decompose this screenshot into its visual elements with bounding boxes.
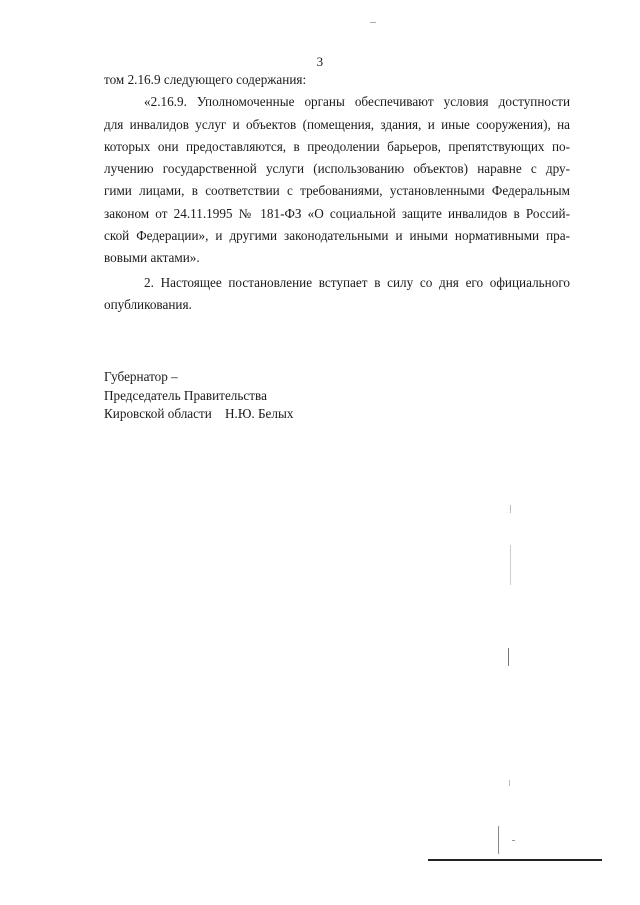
signature-position: Председатель Правительства	[104, 387, 267, 403]
text-line: опубликования.	[104, 296, 192, 312]
signature-block	[104, 368, 293, 424]
text-line: «2.16.9. Уполномоченные органы обеспечивают условия доступности	[144, 94, 570, 110]
text-line: законом от 24.11.1995 № 181-ФЗ «О социальной защите инвалидов в Россий-	[104, 205, 570, 221]
text-line: для инвалидов услуг и объектов (помещения, здания, и иные сооружения), на	[104, 116, 570, 132]
signature-title: Губернатор –	[104, 369, 178, 384]
scan-artifact	[509, 780, 510, 786]
text-line: том 2.16.9 следующего содержания:	[104, 72, 307, 87]
text-line: ской Федерации», и другими законодательными и иными нормативными пра-	[104, 228, 570, 244]
scan-artifact	[510, 545, 511, 585]
text-line: вовыми актами».	[104, 250, 200, 266]
scan-artifact	[512, 840, 515, 841]
signature-region-name: Кировской области Н.Ю. Белых	[104, 406, 294, 421]
text-line: которых они предоставляются, в преодолении барьеров, препятствующих по-	[104, 138, 570, 154]
scan-artifact	[510, 505, 511, 513]
scan-edge-line	[428, 859, 602, 861]
scan-artifact	[508, 648, 509, 666]
scan-artifact	[498, 826, 499, 854]
document-body	[104, 69, 570, 316]
text-line: лучению государственной услуги (использованию объектов) наравне с дру-	[104, 161, 570, 177]
text-line: 2. Настоящее постановление вступает в силу со дня его официального	[144, 274, 570, 290]
page-number: 3	[316, 54, 324, 69]
text-line: гими лицами, в соответствии с требованиями, установленными Федеральным	[104, 183, 570, 199]
scan-artifact	[370, 22, 376, 23]
